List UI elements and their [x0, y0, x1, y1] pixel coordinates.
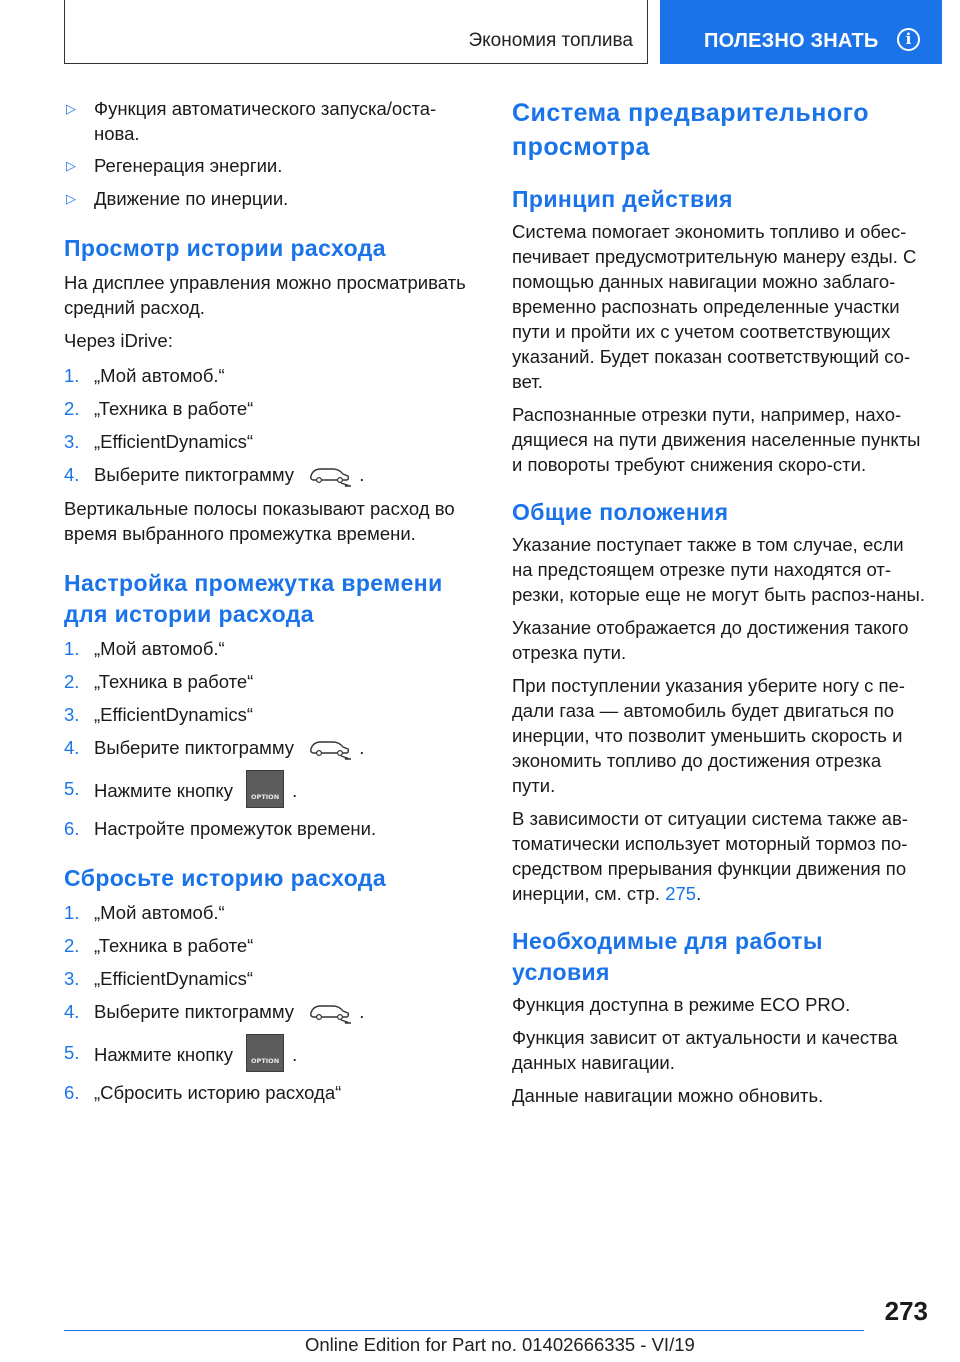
conditions-text-1: Функция доступна в режиме ECO PRO.: [512, 994, 851, 1015]
option-button-icon: OPTION: [246, 1034, 284, 1072]
bullet-item: ▷ Регенерация энергии.: [66, 155, 283, 176]
list-item: 3. „EfficientDynamics“: [64, 431, 254, 452]
via-idrive: Через iDrive:: [64, 330, 173, 351]
bars-text: Вертикальные полосы показывают расход во время выбранного промежутка времени.: [64, 498, 455, 545]
section-tab-label: ПОЛЕЗНО ЗНАТЬ: [704, 30, 879, 52]
history-text: На дисплее управления можно просматривать средний расход.: [64, 272, 466, 318]
general-text-1: Указание поступает также в том случае, если на предстоящем отрезке пути находятся от-резки, которые еще не могут быть распоз-наны.: [512, 534, 925, 605]
list-item: 4. Выберите пиктограмму .: [64, 999, 474, 1024]
list-item: 1. „Мой автомоб.“: [64, 902, 225, 924]
list-item: 3. „EfficientDynamics“: [64, 704, 254, 726]
section-tab[interactable]: [660, 0, 942, 64]
principle-text: Система помогает экономить топливо и обес-печивает предусмотрительную манеру езды. С помощью данных навигации можно заблаго-временно распознать определенные участки пути и пройти их с учетом соответствующих указаний. Будет показан соответствующий со-вет.: [512, 221, 917, 392]
bullet-item: ▷ Функция автоматического запуска/оста-нова.: [66, 98, 437, 144]
general-text-4: В зависимости от ситуации система также ав-томатически использует моторный тормоз по-средством прерывания функции движения по инерции, см. стр. 275.: [512, 808, 908, 904]
car-road-icon: [307, 738, 353, 760]
conditions-text-2: Функция зависит от актуальности и качества данных навигации.: [512, 1027, 898, 1073]
main-heading: Система предварительного просмотра: [512, 99, 870, 161]
bullet-item: ▷ Движение по инерции.: [66, 188, 289, 209]
left-column: [64, 96, 474, 1105]
list-item: 6. Настройте промежуток времени.: [64, 818, 377, 840]
general-heading: Общие положения: [512, 499, 729, 525]
principle-heading: Принцип действия: [512, 186, 733, 212]
list-item: 1. „Мой автомоб.“: [64, 365, 225, 386]
footer-divider: [64, 1330, 864, 1331]
car-road-icon: [307, 1002, 353, 1024]
triangle-bullet-icon: ▷: [66, 101, 76, 116]
list-item: 5. Нажмите кнопку OPTION .: [64, 776, 474, 808]
page-link[interactable]: 275: [665, 883, 697, 904]
reset-heading: Сбросьте историю расхода: [64, 865, 387, 892]
list-item: 6. „Сбросить историю расхода“: [64, 1082, 342, 1104]
list-item: 1. „Мой автомоб.“: [64, 638, 225, 660]
list-item: 4. Выберите пиктограмму .: [64, 462, 474, 487]
history-heading: Просмотр истории расхода: [64, 235, 386, 261]
conditions-text-3: Данные навигации можно обновить.: [512, 1085, 824, 1106]
list-item: 4. Выберите пиктограмму .: [64, 735, 474, 760]
right-column: [512, 96, 926, 1108]
conditions-heading: Необходимые для работы условия: [512, 928, 823, 985]
interval-heading: Настройка промежутка времени для истории расхода: [64, 570, 443, 628]
info-icon: i: [897, 28, 920, 51]
option-button-icon: OPTION: [246, 770, 284, 808]
recognized-text: Распознанные отрезки пути, например, нахо-дящиеся на пути движения населенные пункты и повороты требуют снижения скоро-сти.: [512, 404, 921, 475]
chapter-header: [64, 0, 648, 64]
edition-text: Online Edition for Part no. 01402666335 - VI/19: [305, 1334, 695, 1355]
list-item: 2. „Техника в работе“: [64, 935, 254, 957]
list-item: 2. „Техника в работе“: [64, 671, 254, 693]
triangle-bullet-icon: ▷: [66, 191, 76, 206]
list-item: 2. „Техника в работе“: [64, 398, 254, 419]
list-item: 5. Нажмите кнопку OPTION .: [64, 1040, 474, 1072]
triangle-bullet-icon: ▷: [66, 158, 76, 173]
page-number: 273: [884, 1296, 928, 1326]
chapter-title: Экономия топлива: [468, 30, 633, 51]
general-text-3: При поступлении указания уберите ногу с пе-дали газа — автомобиль будет двигаться по инерции, что позволит уменьшить скорость и экономить топливо до достижения отрезка пути.: [512, 675, 905, 796]
list-item: 3. „EfficientDynamics“: [64, 968, 254, 990]
car-road-icon: [307, 465, 353, 487]
general-text-2: Указание отображается до достижения такого отрезка пути.: [512, 617, 909, 663]
